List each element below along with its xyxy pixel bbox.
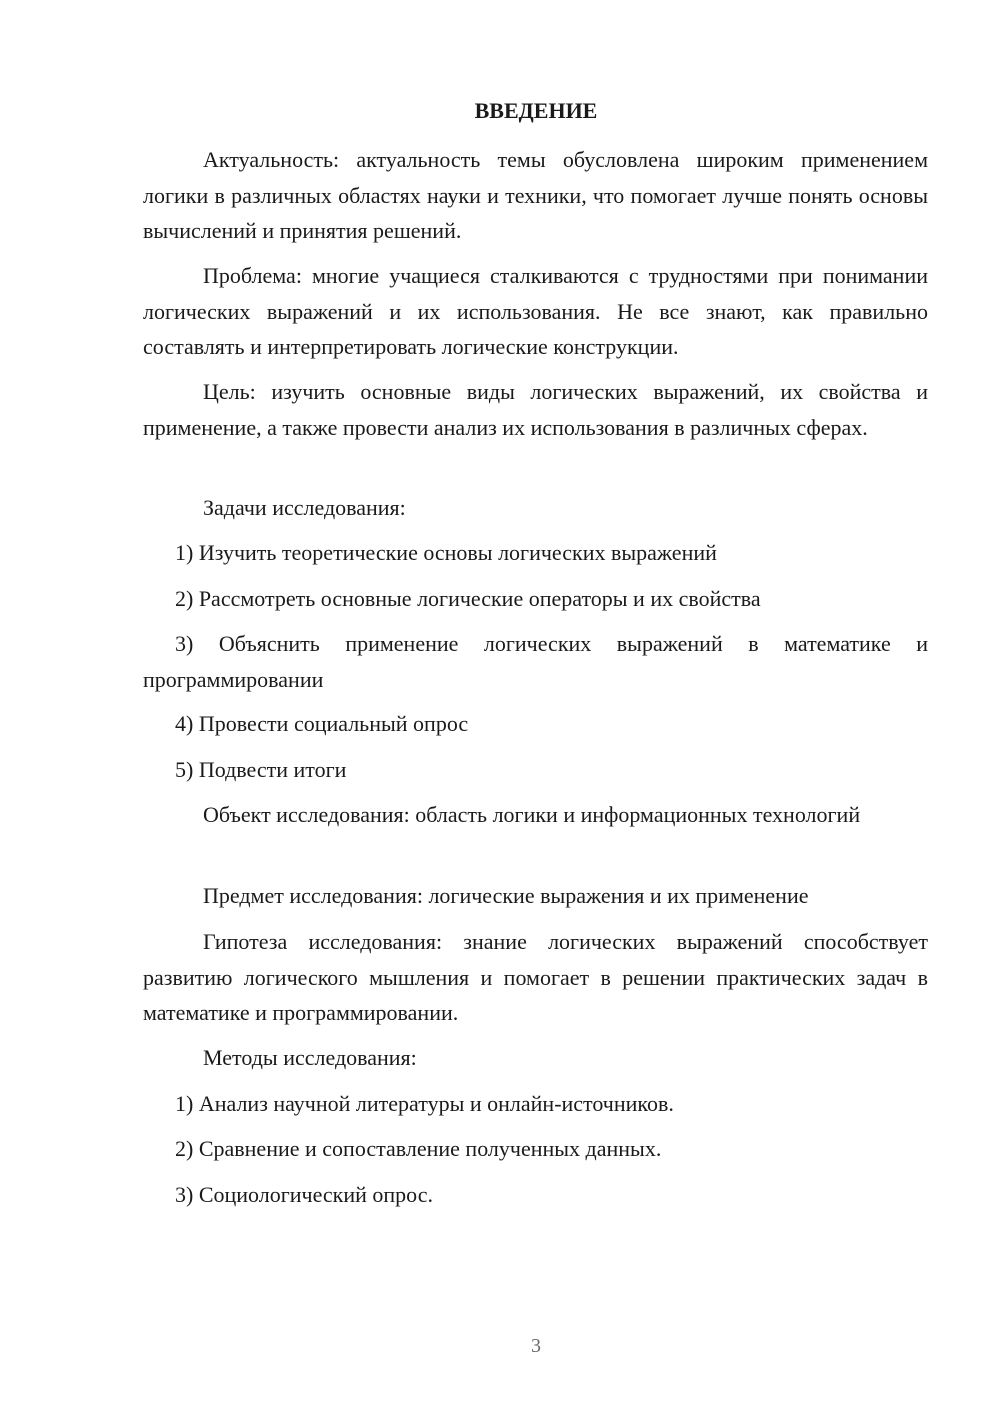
problem-paragraph: Проблема: многие учащиеся сталкиваются с трудностями при понимании логических выражений и их использования. Не все знают, как правильно составлять и интерпретировать логические конструкции. (143, 263, 928, 359)
task-item: 4) Провести социальный опрос (175, 711, 469, 736)
goal-paragraph: Цель: изучить основные виды логических выражений, их свойства и применение, а также провести анализ их использования в различных сферах. (143, 379, 928, 440)
task-item: 1) Изучить теоретические основы логических выражений (175, 540, 717, 565)
section-title: ВВЕДЕНИЕ (474, 98, 598, 123)
task-item: 3) Объяснить применение логических выражений в математике и программировании (143, 631, 928, 692)
method-item: 1) Анализ научной литературы и онлайн-источников. (175, 1091, 674, 1116)
method-item: 3) Социологический опрос. (175, 1182, 433, 1207)
subject-paragraph: Предмет исследования: логические выражения и их применение (203, 883, 809, 908)
hypothesis-paragraph: Гипотеза исследования: знание логических выражений способствует развитию логического мышления и помогает в решении практических задач в математике и программировании. (143, 929, 928, 1025)
methods-heading: Методы исследования: (203, 1045, 417, 1070)
task-item: 2) Рассмотреть основные логические операторы и их свойства (175, 586, 761, 611)
tasks-heading: Задачи исследования: (203, 495, 406, 520)
object-paragraph: Объект исследования: область логики и информационных технологий (203, 802, 861, 827)
page-number: 3 (531, 1335, 541, 1357)
task-item: 5) Подвести итоги (175, 757, 347, 782)
relevance-paragraph: Актуальность: актуальность темы обусловлена широким применением логики в различных областях науки и техники, что помогает лучше понять основы вычислений и принятия решений. (143, 147, 928, 243)
method-item: 2) Сравнение и сопоставление полученных данных. (175, 1136, 662, 1161)
